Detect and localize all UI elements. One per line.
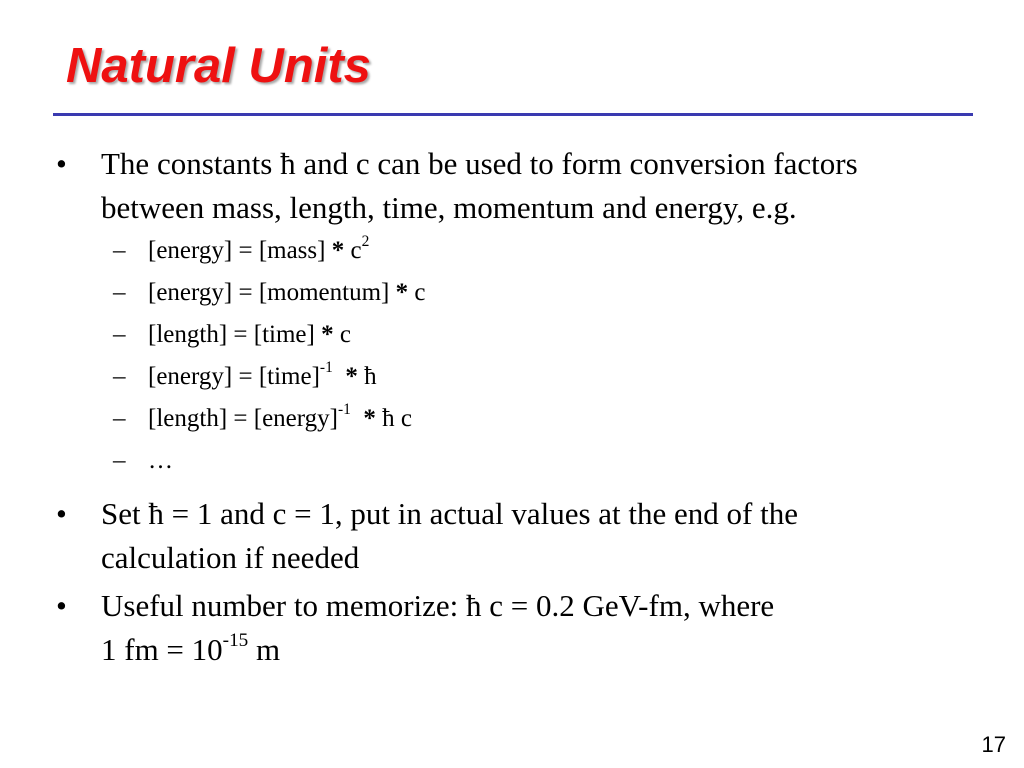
sub-item-text: [energy] = [time]$^{-1}$ * ħ: [148, 359, 377, 390]
bullet-text: The constants ħ and c can be used to form conversion factors: [101, 146, 858, 181]
dash-marker: –: [113, 321, 126, 348]
bullet-text: 1 fm = $10^{-15}$ m: [101, 629, 281, 667]
bullet-marker: •: [56, 146, 67, 181]
dash-marker: –: [113, 405, 126, 432]
dash-marker: –: [113, 363, 126, 390]
sub-item: [113, 398, 986, 440]
bullet-item: [56, 492, 986, 580]
bullet-marker: •: [56, 496, 67, 531]
bullet-text: calculation if needed: [101, 540, 360, 575]
title-divider: [53, 113, 973, 116]
bullet-marker: •: [56, 588, 67, 623]
dash-marker: –: [113, 279, 126, 306]
sub-list: [113, 230, 986, 482]
bullet-text: between mass, length, time, momentum and energy, e.g.: [101, 190, 797, 225]
sub-item-text: [length] = [energy]$^{-1}$ * ħ c: [148, 401, 412, 432]
sub-item: [113, 440, 986, 482]
sub-item: [113, 272, 986, 314]
sub-item: [113, 230, 986, 272]
sub-item-text: [energy] = [momentum] * c: [148, 279, 426, 306]
page-number: 17: [981, 732, 1006, 757]
bullet-text: Useful number to memorize: ħ c = 0.2 GeV-fm, where: [101, 588, 775, 623]
sub-item-text: [length] = [time] * c: [148, 321, 351, 348]
sub-item-text: …: [148, 447, 173, 474]
bullet-text: Set ħ = 1 and c = 1, put in actual values at the end of the: [101, 496, 798, 531]
sub-item: [113, 356, 986, 398]
dash-marker: –: [113, 447, 126, 474]
bullet-item: [56, 584, 986, 672]
slide-title: Natural Units: [66, 39, 371, 93]
bullet-item: [56, 142, 986, 230]
dash-marker: –: [113, 237, 126, 264]
sub-item: [113, 314, 986, 356]
slide-body: [56, 142, 986, 672]
sub-item-text: [energy] = [mass] * $c^2$: [148, 233, 370, 264]
